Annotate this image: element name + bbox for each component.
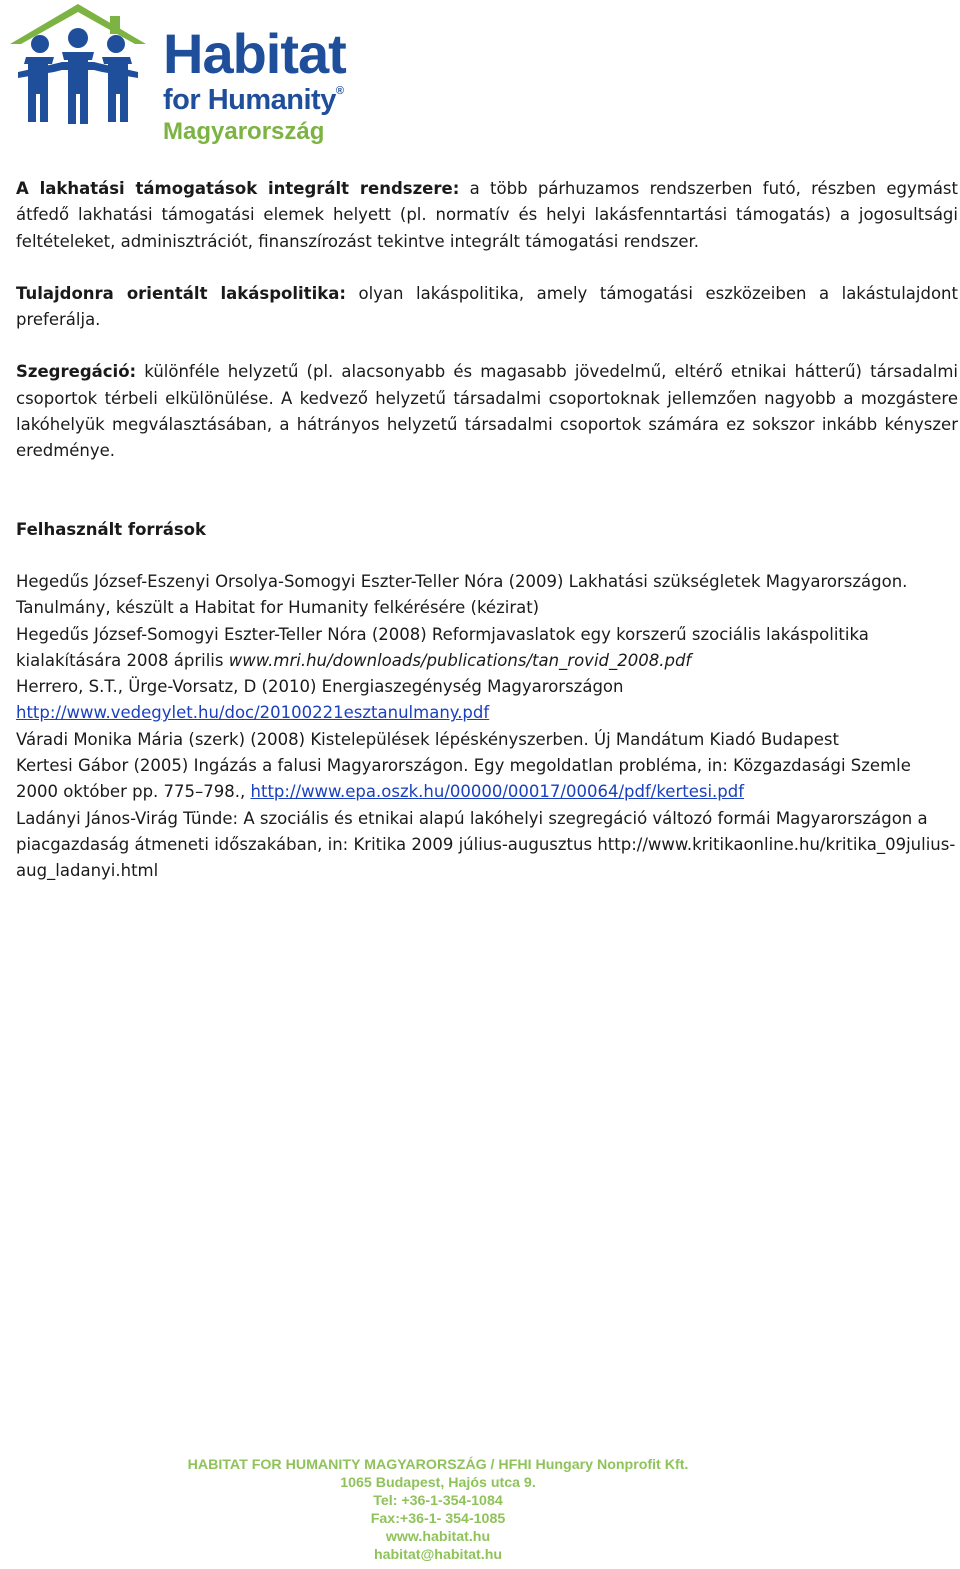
footer-address: 1065 Budapest, Hajós utca 9.	[340, 1475, 536, 1491]
source-link[interactable]: http://www.epa.oszk.hu/00000/00017/00064/pdf/kertesi.pdf	[250, 782, 745, 802]
definition-term: Szegregáció:	[16, 362, 137, 382]
definition-segregation	[16, 359, 958, 464]
logo-wordmark-for-humanity: for Humanity®	[163, 84, 344, 116]
sources-heading: Felhasznált források	[16, 519, 206, 539]
document-body	[16, 176, 958, 885]
definition-ownership-policy	[16, 281, 958, 334]
source-link[interactable]: http://www.vedegylet.hu/doc/20100221esztanulmany.pdf	[16, 703, 490, 723]
source-item: Ladányi János-Virág Tünde: A szociális és etnikai alapú lakóhelyi szegregáció változó formái Magyarországon a piacgazdaság átmeneti időszakában, in: Kritika 2009 július-augusztus http://www.kritikaonline.hu/kritika_09julius-aug_ladanyi.html	[16, 808, 956, 881]
logo-wordmark-country: Magyarország	[163, 118, 325, 145]
source-item: Kertesi Gábor (2005) Ingázás a falusi Magyarországon. Egy megoldatlan probléma, in: Közgazdasági Szemle 2000 október pp. 775–798., http://www.epa.oszk.hu/00000/00017/00064/pdf/kertesi.pdf	[16, 756, 911, 802]
logo-wordmark-habitat: Habitat	[163, 22, 346, 85]
definition-integrated-support	[16, 176, 958, 255]
footer-contact	[0, 1456, 876, 1564]
definition-text: különféle helyzetű (pl. alacsonyabb és magasabb jövedelmű, eltérő etnikai hátterű) társadalmi csoportok térbeli elkülönülése. A kedvező helyzetű társadalmi csoportoknak jellemzően nagyobb a mozgástere lakóhelyük megválasztásában, a hátrányos helyzetű társadalmi csoportok számára ez sokszor inkább kényszer eredménye.	[16, 362, 958, 461]
source-item: Hegedűs József-Somogyi Eszter-Teller Nóra (2008) Reformjavaslatok egy korszerű szociális lakáspolitika kialakítására 2008 április www.mri.hu/downloads/publications/tan_rovid_2008.pdf	[16, 624, 869, 670]
footer-fax: Fax:+36-1- 354-1085	[370, 1511, 506, 1527]
source-url: www.mri.hu/downloads/publications/tan_rovid_2008.pdf	[228, 650, 692, 670]
footer-tel: Tel: +36-1-354-1084	[373, 1493, 503, 1509]
footer-web: www.habitat.hu	[385, 1529, 491, 1545]
definition-term: A lakhatási támogatások integrált rendszere:	[16, 179, 460, 198]
sources-list	[16, 569, 958, 885]
definition-text: olyan lakáspolitika, amely támogatási eszközeiben a lakástulajdont preferálja.	[16, 283, 958, 330]
footer-org: HABITAT FOR HUMANITY MAGYARORSZÁG / HFHI Hungary Nonprofit Kft.	[187, 1457, 689, 1473]
house-people-icon	[8, 2, 158, 152]
registered-mark: ®	[335, 85, 344, 97]
source-item: Herrero, S.T., Ürge-Vorsatz, D (2010) Energiaszegénység Magyarországon http://www.vedegylet.hu/doc/20100221esztanulmany.pdf	[16, 677, 624, 723]
footer-email: habitat@habitat.hu	[373, 1547, 503, 1563]
habitat-logo	[8, 2, 368, 152]
source-item: Hegedűs József-Eszenyi Orsolya-Somogyi Eszter-Teller Nóra (2009) Lakhatási szükségletek Magyarországon. Tanulmány, készült a Habitat for Humanity felkérésére (kézirat)	[16, 571, 908, 618]
source-item: Váradi Monika Mária (szerk) (2008) Kistelepülések lépéskényszerben. Új Mandátum Kiadó Budapest	[16, 729, 839, 749]
definition-text: a több párhuzamos rendszerben futó, részben egymást átfedő lakhatási támogatási elemek helyett (pl. normatív és helyi lakásfenntartási támogatás) a jogosultsági feltételeket, adminisztrációt, finanszírozást tekintve integrált támogatási rendszer.	[16, 179, 958, 251]
definition-term: Tulajdonra orientált lakáspolitika:	[16, 283, 346, 303]
